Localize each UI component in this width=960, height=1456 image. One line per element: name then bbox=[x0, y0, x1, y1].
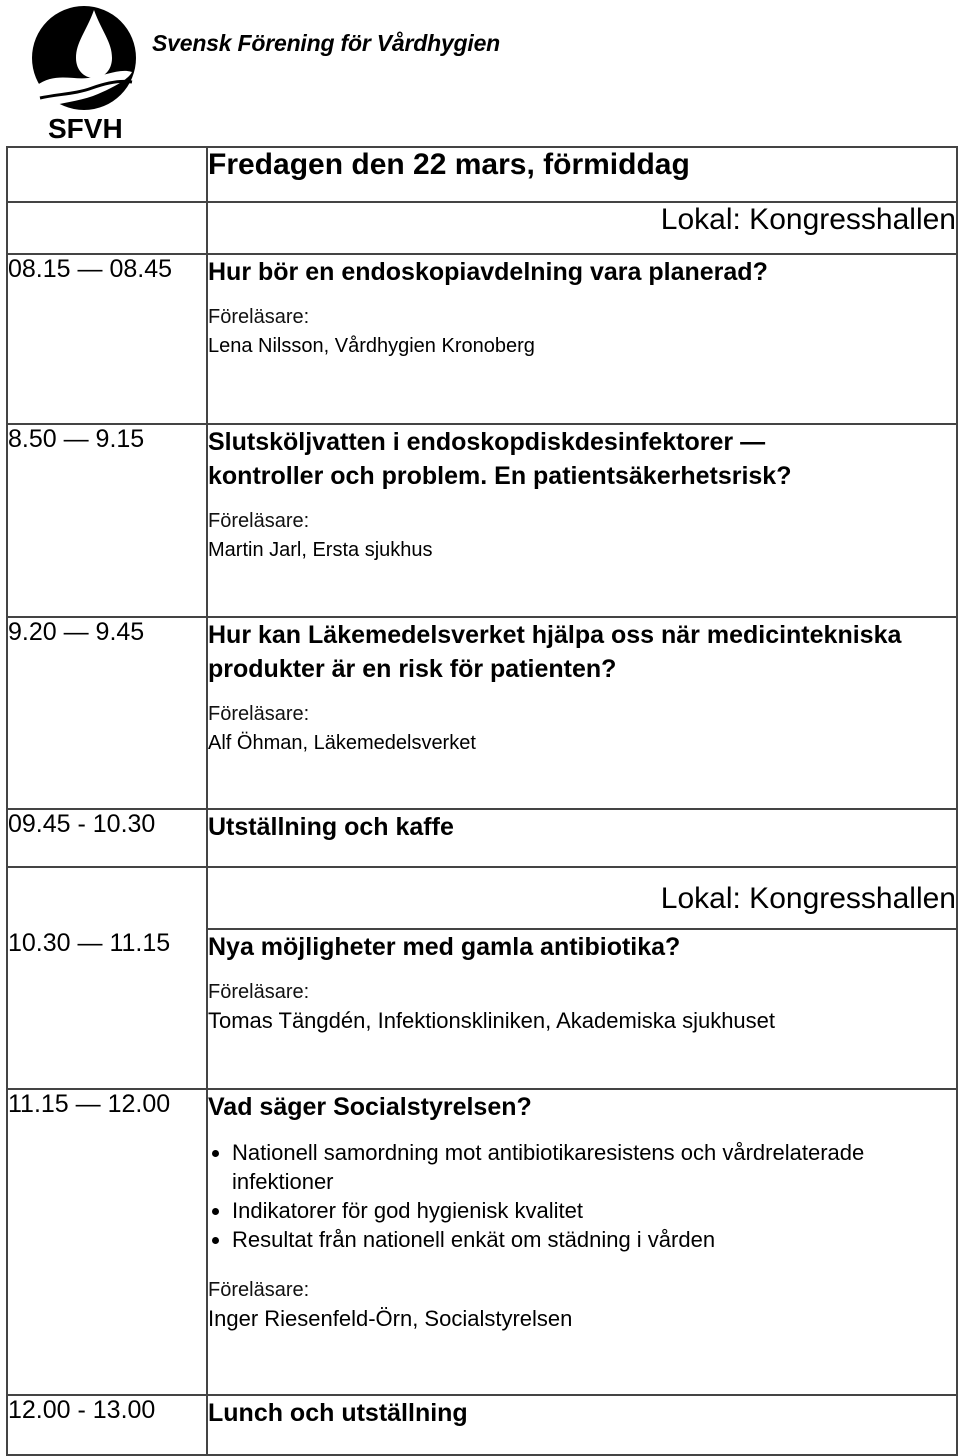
speaker-label: Föreläsare: bbox=[208, 981, 310, 1003]
document-header bbox=[0, 0, 960, 146]
speaker-name: Martin Jarl, Ersta sjukhus bbox=[208, 539, 433, 561]
session-title: Lunch och utställning bbox=[208, 1399, 468, 1427]
session-time: 11.15 — 12.00 bbox=[7, 1089, 207, 1395]
session-row bbox=[7, 1089, 957, 1395]
venue-row bbox=[7, 867, 957, 929]
speaker-name: Inger Riesenfeld-Örn, Socialstyrelsen bbox=[208, 1306, 573, 1331]
session-title: Hur kan Läkemedelsverket hjälpa oss när medicintekniska produkter är en risk för patienten? bbox=[208, 621, 902, 683]
speaker-name: Lena Nilsson, Vårdhygien Kronoberg bbox=[208, 335, 535, 357]
session-row bbox=[7, 617, 957, 809]
topic-list bbox=[208, 1138, 956, 1254]
session-title: Hur bör en endoskopiavdelning vara planerad? bbox=[208, 258, 768, 286]
speaker-name: Tomas Tängdén, Infektionskliniken, Akademiska sjukhuset bbox=[208, 1008, 776, 1033]
program-table bbox=[6, 146, 958, 1456]
speaker-label: Föreläsare: bbox=[208, 703, 310, 725]
session-time: 9.20 — 9.45 bbox=[7, 617, 207, 809]
day-title: Fredagen den 22 mars, förmiddag bbox=[207, 147, 957, 202]
session-row bbox=[7, 929, 957, 1089]
speaker-name: Alf Öhman, Läkemedelsverket bbox=[208, 732, 476, 754]
svg-text:SFVH: SFVH bbox=[48, 113, 123, 142]
session-time: 8.50 — 9.15 bbox=[7, 424, 207, 617]
sfvh-logo bbox=[28, 2, 148, 142]
session-title: Utställning och kaffe bbox=[208, 813, 454, 841]
session-title: Nya möjligheter med gamla antibiotika? bbox=[208, 933, 681, 961]
session-row bbox=[7, 1395, 957, 1455]
list-item: • Indikatorer för god hygienisk kvalitet bbox=[232, 1196, 956, 1225]
session-row bbox=[7, 424, 957, 617]
venue-label: Lokal: Kongresshallen bbox=[207, 867, 957, 929]
venue-label: Lokal: Kongresshallen bbox=[207, 202, 957, 254]
list-item: • Resultat från nationell enkät om städning i vården bbox=[232, 1225, 956, 1254]
session-time: 10.30 — 11.15 bbox=[7, 929, 207, 1089]
list-item: • Nationell samordning mot antibiotikaresistens och vårdrelaterade infektioner bbox=[232, 1138, 956, 1196]
session-row bbox=[7, 254, 957, 424]
org-name: Svensk Förening för Vårdhygien bbox=[152, 30, 501, 56]
session-title: Slutsköljvatten i endoskopdiskdesinfektorer — kontroller och problem. En patientsäkerhetsrisk? bbox=[208, 428, 792, 490]
venue-row bbox=[7, 202, 957, 254]
session-time: 09.45 - 10.30 bbox=[7, 809, 207, 867]
speaker-label: Föreläsare: bbox=[208, 306, 310, 328]
session-time: 08.15 — 08.45 bbox=[7, 254, 207, 424]
speaker-label: Föreläsare: bbox=[208, 510, 310, 532]
session-row bbox=[7, 809, 957, 867]
speaker-label: Föreläsare: bbox=[208, 1279, 310, 1301]
session-time: 12.00 - 13.00 bbox=[7, 1395, 207, 1455]
day-heading-row bbox=[7, 147, 957, 202]
session-title: Vad säger Socialstyrelsen? bbox=[208, 1093, 532, 1121]
